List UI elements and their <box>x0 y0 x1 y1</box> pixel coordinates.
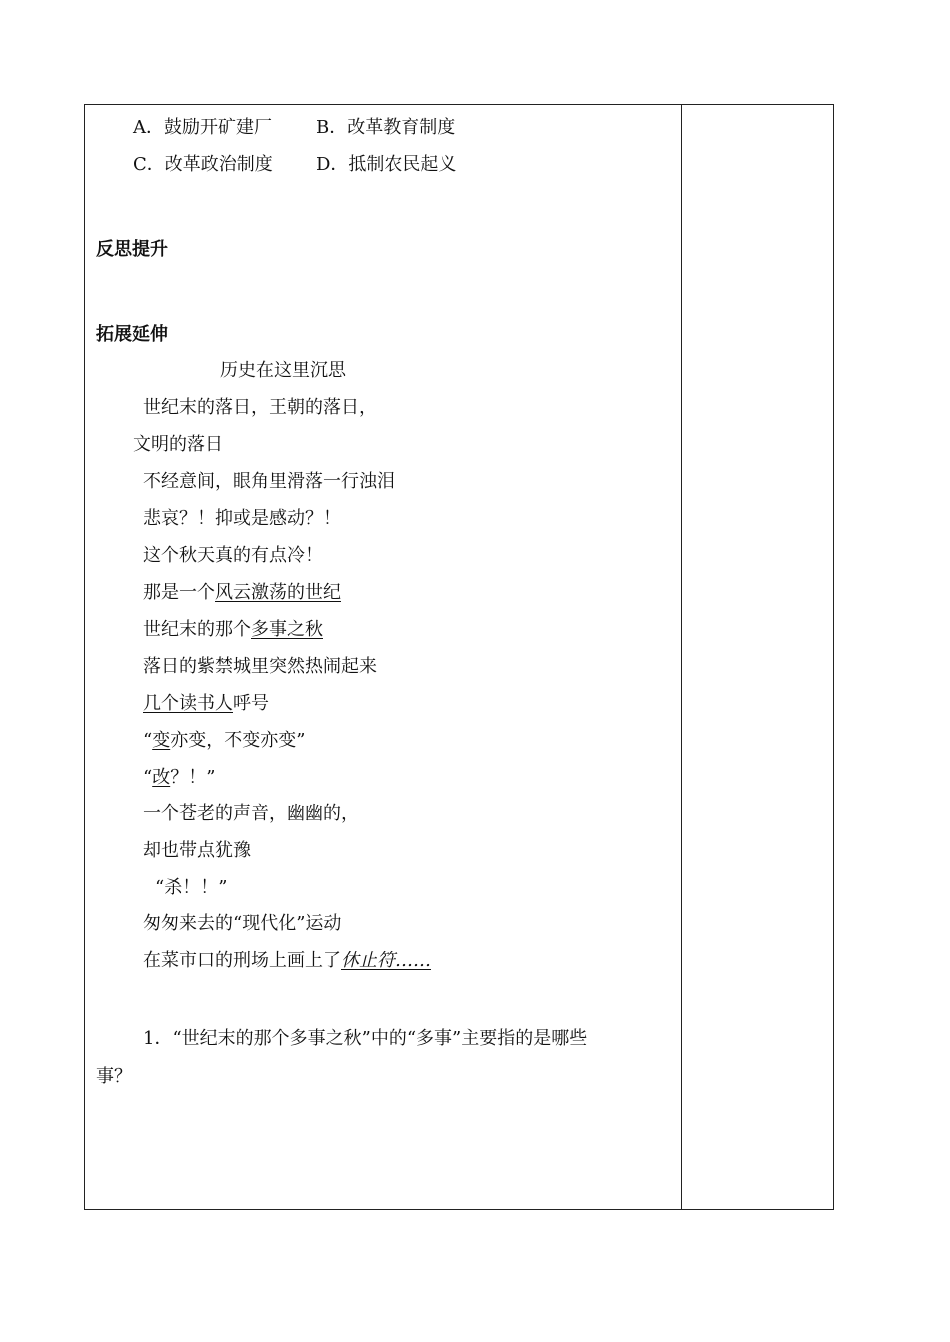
poem-text: 那是一个 <box>143 582 215 603</box>
poem-underlined: 休止符…… <box>341 950 431 971</box>
poem-underlined: 几个读书人 <box>143 693 233 714</box>
poem-line: 匆匆来去的“现代化”运动 <box>143 913 342 934</box>
heading-reflect: 反思提升 <box>96 239 168 260</box>
poem-underlined: 改 <box>152 767 171 788</box>
poem-line: 却也带点犹豫 <box>143 840 251 861</box>
poem-line: 文明的落日 <box>133 434 223 455</box>
question-1-continued: 事？ <box>96 1066 132 1087</box>
poem-text: ？！” <box>170 767 216 788</box>
poem-text: “ <box>143 730 153 751</box>
poem-line: 这个秋天真的有点冷！ <box>143 545 323 566</box>
option-b: B．改革教育制度 <box>316 117 456 138</box>
poem-underlined: 风云激荡的世纪 <box>215 582 341 603</box>
poem-line: 悲哀？！抑或是感动？！ <box>143 508 341 529</box>
column-divider <box>681 105 682 1209</box>
poem-text: 呼号 <box>233 693 269 714</box>
poem-line: 世纪末的落日，王朝的落日， <box>143 397 377 418</box>
poem-text: 世纪末的那个 <box>143 619 251 640</box>
option-d: D．抵制农民起义 <box>316 154 457 175</box>
poem-underlined: 多事之秋 <box>251 619 323 640</box>
poem-line: 一个苍老的声音，幽幽的， <box>143 803 359 824</box>
poem-line <box>143 619 323 641</box>
poem-text: 亦变，不变亦变” <box>170 730 306 751</box>
option-a: A．鼓励开矿建厂 <box>133 117 272 138</box>
poem-underlined: 变 <box>152 730 171 751</box>
question-1: 1．“世纪末的那个多事之秋”中的“多事”主要指的是哪些 <box>143 1028 588 1049</box>
poem-line <box>143 582 341 604</box>
poem-line: “杀！！” <box>155 877 228 898</box>
poem-line <box>143 730 305 752</box>
poem-line: 落日的紫禁城里突然热闹起来 <box>143 656 377 677</box>
poem-line <box>143 950 431 972</box>
poem-text: 在菜市口的刑场上画上了 <box>143 950 341 971</box>
poem-title: 历史在这里沉思 <box>220 360 346 381</box>
poem-line <box>143 767 215 789</box>
poem-line <box>143 693 269 715</box>
poem-text: “ <box>143 767 153 788</box>
poem-line: 不经意间，眼角里滑落一行浊泪 <box>143 471 395 492</box>
option-c: C．改革政治制度 <box>133 154 273 175</box>
heading-extend: 拓展延伸 <box>96 324 168 345</box>
